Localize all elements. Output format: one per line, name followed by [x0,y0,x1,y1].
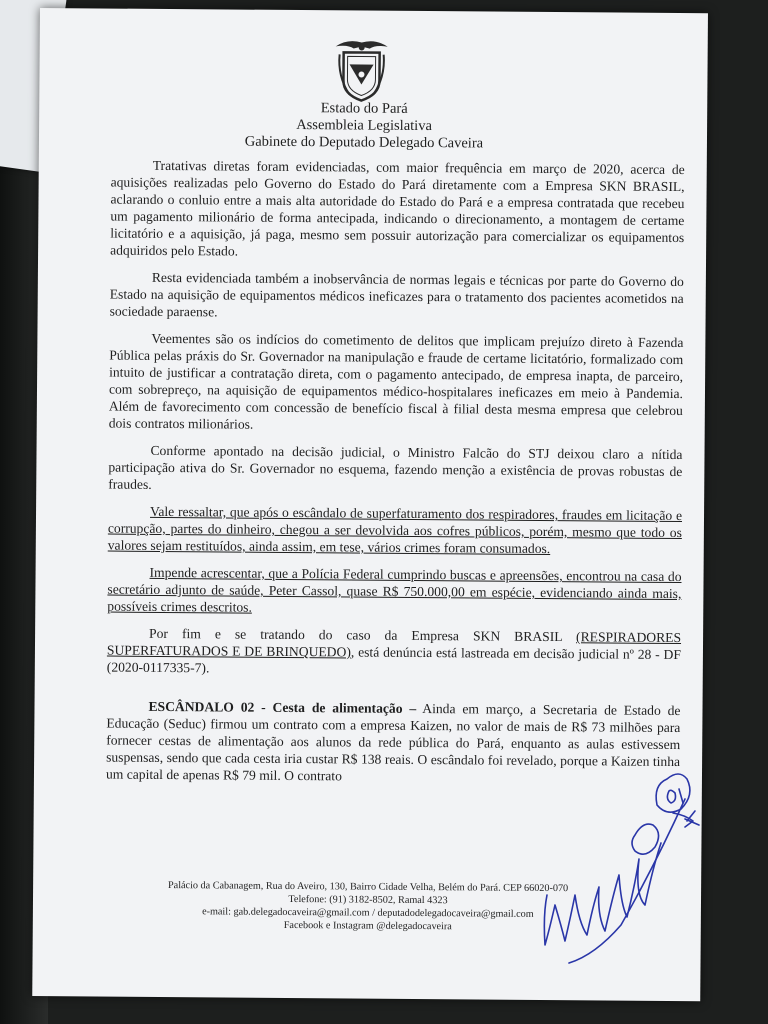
letterhead [39,98,689,154]
footer-address: Palácio da Cabanagem, Rua do Aveiro, 130, Bairro Cidade Velha, Belém do Pará. CEP 66020-070 [167,880,569,895]
paragraph-7-underlined: (RESPIRADORES SUPERFATURADOS E DE BRINQUEDO) [106,629,682,660]
paragraph-1: Tratativas diretas foram evidenciadas, com maior frequência em março de 2020, acerca de aquisições realizadas pelo Governo do Estado do Pará diretamente com a Empresa SKN BRASIL, aclarando o conluio entre a mais alta autoridade do Estado do Pará e a empresa contratada que recebeu um pagamento milionário de forma antecipada, indicando o direcionamento, a montagem de certame licitatório e a aquisição, já paga, mesmo sem possuir autorização para comercializar os equipamentos adquiridos pelo Estado. [110,157,685,259]
state-seal-icon [329,36,394,105]
paragraph-7-end: , está denúncia está lastreada em decisão judicial nº 28 - DF (2020-0117335-7). [106,644,682,676]
paragraph-7 [107,625,681,681]
section-heading-escandalo-02: ESCÂNDALO 02 - Cesta de alimentação – [148,698,417,716]
footer-email: e-mail: gab.delegadocaveira@gmail.com / deputadodelegadocaveira@gmail.com [202,906,534,920]
document-body [106,157,685,797]
letterhead-state: Estado do Pará [320,100,408,117]
letterhead-office: Gabinete do Deputado Delegado Caveira [244,133,484,152]
footer-social: Facebook e Instagram @delegadocaveira [283,919,452,933]
paragraph-6-underlined: Impende acrescentar, que a Polícia Federal cumprindo buscas e apreensões, encontrou na casa do secretário adjunto de saúde, Peter Cassol, quase R$ 750.000,00 em espécie, evidenciando ainda mais, possíveis crimes descritos. [107,564,682,615]
paragraph-2: Resta evidenciada também a inobservância de normas legais e técnicas por parte do Governo do Estado na aquisição de equipamentos médicos ineficazes para o tratamento dos pacientes acometidos na sociedade paraense. [109,269,684,320]
paragraph-3: Veementes são os indícios do cometimento de delitos que implicam prejuízo direto à Fazenda Pública pelas práxis do Sr. Governador na manipulação e fraude de certame licitatório, formalizado com intuito de justificar a contratação direta, com o pagamento antecipado, de empresa inapta, de parceiro, com sobrepreço, na aquisição de equipamentos médico-hospitalares ineficazes em meio à Pandemia. Além de favorecimento com concessão de benefício fiscal à filial desta mesma empresa que celebrou dois contratos milionários. [108,330,684,432]
paragraph-7-start: Por fim e se tratando do caso da Empresa SKN BRASIL [149,625,577,645]
handwritten-signature [535,755,705,970]
paragraph-5-underlined: Vale ressaltar, que após o escândalo de superfaturamento dos respiradores, fraudes em licitação e corrupção, partes do dinheiro, chegou a ser devolvida aos cofres públicos, porém, mesmo que todo os valores sejam restituídos, ainda assim, em tese, vários crimes foram consumados. [107,503,683,557]
footer-phone: Telefone: (91) 3182-8502, Ramal 4323 [288,893,448,907]
paragraph-4: Conforme apontado na decisão judicial, o Ministro Falcão do STJ deixou claro a nítida participação ativa do Sr. Governador no esquema, fazendo menção a existência de provas robustas de fraudes. [108,442,683,492]
letter-footer [143,879,593,935]
letterhead-assembly: Assembleia Legislativa [296,117,432,135]
paragraph-8-text: Ainda em março, a Secretaria de Estado de Educação (Seduc) firmou um contrato com a empresa Kaizen, no valor de mais de R$ 73 milhões para fornecer cestas de alimentação aos alunos da rede pública do Pará, enquanto as aulas estivessem suspensas, sendo que cada cesta iria custar R$ 138 reais. O escândalo foi revelado, porque a Kaizen tinha um capital de apenas R$ 79 mil. O contrato [105,700,681,784]
